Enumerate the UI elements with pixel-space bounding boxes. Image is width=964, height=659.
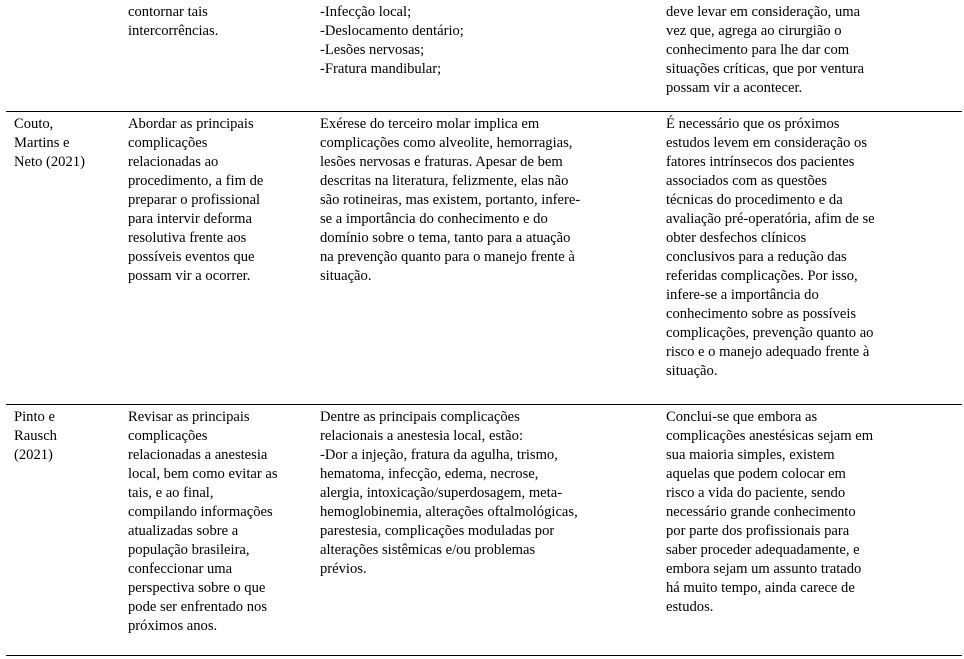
conclusion-cell (658, 111, 962, 404)
objective-cell (120, 404, 312, 655)
author-text-line: Pinto e (14, 408, 55, 425)
objective-text-line: perspectiva sobre o que (128, 579, 266, 596)
conclusion-text-line: situação. (666, 362, 718, 379)
conclusion-text-line: possam vir a acontecer. (666, 80, 803, 96)
table-row (6, 0, 962, 111)
results-cell (312, 111, 658, 404)
conclusion-text-line: complicações, prevenção quanto ao (666, 324, 874, 341)
results-text-line: -Fratura mandibular; (320, 61, 442, 77)
results-text-line: -Lesões nervosas; (320, 42, 425, 58)
results-text-line: na prevenção quanto para o manejo frente à (320, 248, 575, 265)
conclusion-text-line: há muito tempo, ainda carece de (666, 579, 855, 596)
objective-cell (120, 0, 312, 111)
author-cell (6, 0, 120, 111)
objective-text-line: procedimento, a fim de (128, 172, 264, 189)
conclusion-text-line: deve levar em consideração, uma (666, 4, 861, 20)
conclusion-text-line: aquelas que podem colocar em (666, 465, 846, 482)
conclusion-text-line: situações críticas, que por ventura (666, 61, 865, 77)
conclusion-text-line: conhecimento para lhe dar com (666, 42, 850, 58)
conclusion-text-line: saber proceder adequadamente, e (666, 541, 860, 558)
conclusion-text-line: necessário grande conhecimento (666, 503, 856, 520)
conclusion-text-line: fatores intrínsecos dos pacientes (666, 153, 855, 170)
objective-text-line: complicações (128, 134, 208, 151)
author-text-line: Rausch (14, 427, 57, 444)
results-text-line: alergia, intoxicação/superdosagem, meta- (320, 484, 563, 501)
author-text-line: (2021) (14, 446, 53, 463)
objective-text-line: resolutiva frente aos (128, 229, 247, 246)
objective-text-line: para intervir deforma (128, 210, 252, 227)
conclusion-cell (658, 404, 962, 655)
objective-text-line: pode ser enfrentado nos (128, 598, 267, 615)
results-text-line: -Deslocamento dentário; (320, 23, 464, 39)
results-text-line: -Dor a injeção, fratura da agulha, trismo, (320, 446, 558, 463)
objective-text-line: população brasileira, (128, 541, 250, 558)
results-text-line: situação. (320, 267, 372, 284)
objective-cell (120, 111, 312, 404)
objective-text-line: intercorrências. (128, 23, 219, 39)
table-row (6, 404, 962, 655)
objective-text-line: Abordar as principais (128, 115, 254, 132)
conclusion-text-line: vez que, agrega ao cirurgião o (666, 23, 842, 39)
author-cell (6, 111, 120, 404)
results-cell (312, 404, 658, 655)
objective-text-line: compilando informações (128, 503, 273, 520)
conclusion-text-line: risco a vida do paciente, sendo (666, 484, 846, 501)
conclusion-text-line: obter desfechos clínicos (666, 229, 807, 246)
conclusion-text-line: avaliação pré-operatória, afim de se (666, 210, 875, 227)
conclusion-text-line: conhecimento sobre as possíveis (666, 305, 857, 322)
results-text-line: lesões nervosas e fraturas. Apesar de bem (320, 153, 563, 170)
objective-text-line: relacionadas ao (128, 153, 219, 170)
objective-text-line: Revisar as principais (128, 408, 250, 425)
objective-text-line: tais, e ao final, (128, 484, 214, 501)
conclusion-text-line: estudos. (666, 598, 714, 615)
conclusion-text-line: por parte dos profissionais para (666, 522, 850, 539)
author-cell (6, 404, 120, 655)
results-text-line: descritas na literatura, felizmente, elas não (320, 172, 569, 189)
conclusion-text-line: embora sejam um assunto tratado (666, 560, 862, 577)
table-row (6, 111, 962, 404)
results-text-line: -Infecção local; (320, 4, 412, 20)
results-text-line: Exérese do terceiro molar implica em (320, 115, 540, 132)
results-text-line: complicações como alveolite, hemorragias, (320, 134, 573, 151)
conclusion-text-line: referidas complicações. Por isso, (666, 267, 858, 284)
literature-review-table (6, 0, 962, 656)
conclusion-text-line: É necessário que os próximos (666, 115, 840, 132)
conclusion-text-line: risco e o manejo adequado frente à (666, 343, 870, 360)
conclusion-text-line: complicações anestésicas sejam em (666, 427, 874, 444)
results-cell (312, 0, 658, 111)
conclusion-text-line: estudos levem em consideração os (666, 134, 868, 151)
author-text-line: Martins e (14, 134, 70, 151)
objective-text-line: preparar o profissional (128, 191, 261, 208)
conclusion-text-line: conclusivos para a redução das (666, 248, 847, 265)
results-text-line: prévios. (320, 560, 367, 577)
table-body (6, 0, 962, 655)
conclusion-text-line: técnicas do procedimento e da (666, 191, 843, 208)
objective-text-line: possíveis eventos que (128, 248, 255, 265)
results-text-line: são rotineiras, mas existem, portanto, infere- (320, 191, 581, 208)
objective-text-line: local, bem como evitar as (128, 465, 278, 482)
objective-text-line: confeccionar uma (128, 560, 233, 577)
conclusion-text-line: infere-se a importância do (666, 286, 819, 303)
results-text-line: domínio sobre o tema, tanto para a atuação (320, 229, 571, 246)
objective-text-line: próximos anos. (128, 617, 218, 634)
conclusion-cell (658, 0, 962, 111)
objective-text-line: relacionadas a anestesia (128, 446, 268, 463)
author-text-line: Neto (2021) (14, 153, 85, 170)
objective-text-line: atualizadas sobre a (128, 522, 239, 539)
results-text-line: alterações sistêmicas e/ou problemas (320, 541, 536, 558)
results-text-line: se a importância do conhecimento e do (320, 210, 548, 227)
results-text-line: Dentre as principais complicações (320, 408, 520, 425)
conclusion-text-line: sua maioria simples, existem (666, 446, 835, 463)
objective-text-line: contornar tais (128, 4, 208, 20)
results-text-line: hemoglobinemia, alterações oftalmológicas, (320, 503, 578, 520)
objective-text-line: complicações (128, 427, 208, 444)
objective-text-line: possam vir a ocorrer. (128, 267, 251, 284)
conclusion-text-line: Conclui-se que embora as (666, 408, 818, 425)
results-text-line: parestesia, complicações moduladas por (320, 522, 555, 539)
conclusion-text-line: associados com as questões (666, 172, 827, 189)
author-text-line: Couto, (14, 115, 54, 132)
results-text-line: hematoma, infecção, edema, necrose, (320, 465, 539, 482)
results-text-line: relacionais a anestesia local, estão: (320, 427, 524, 444)
